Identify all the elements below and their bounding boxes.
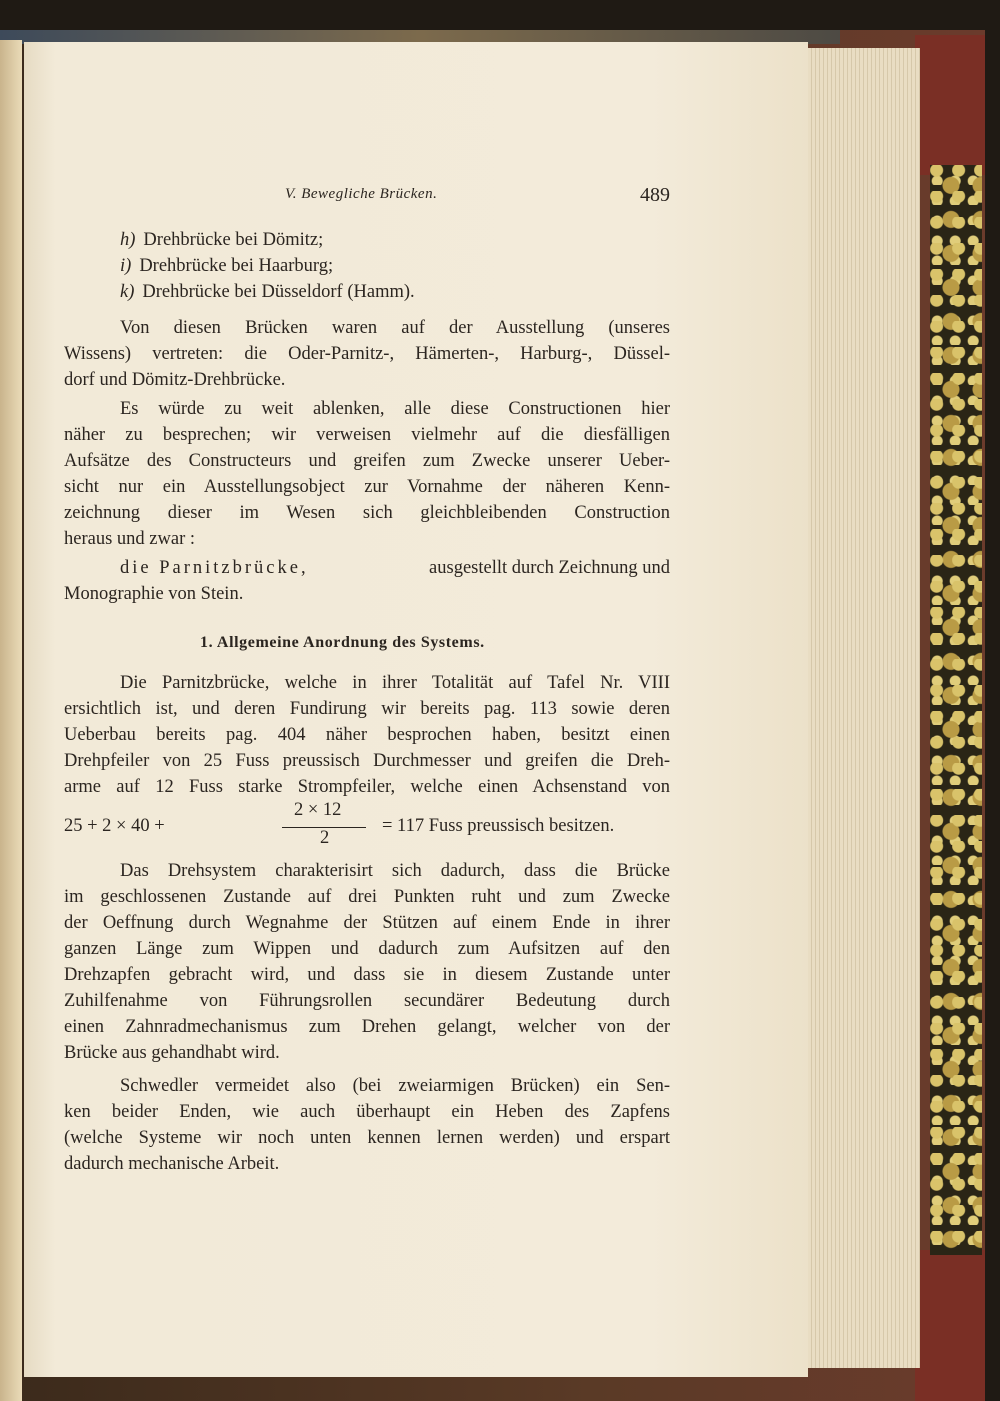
paragraph-line: Drehzapfen gebracht wird, und dass sie in diesem Zustande unter [64,965,670,985]
paragraph-line: arme auf 12 Fuss starke Strompfeiler, welche einen Achsenstand von [64,777,670,797]
facing-page-edge [0,40,22,1401]
paragraph-line: (welche Systeme wir noch unten kennen lernen werden) und erspart [64,1128,670,1148]
paragraph-line: der Oeffnung durch Wegnahme der Stützen auf einem Ende in ihrer [64,913,670,933]
paragraph-line: Zuhilfenahme von Führungsrollen secundärer Bedeutung durch [64,991,670,1011]
paragraph-line: Die Parnitzbrücke, welche in ihrer Totalität auf Tafel Nr. VIII [120,673,670,693]
paragraph-line: Brücke aus gehandhabt wird. [64,1043,280,1063]
page-number: 489 [640,184,670,206]
paragraph-line: Das Drehsystem charakterisirt sich dadurch, dass die Brücke [120,861,670,881]
paragraph-line: Drehpfeiler von 25 Fuss preussisch Durchmesser und greifen die Dreh- [64,751,670,771]
running-head: V. Bewegliche Brücken. [285,186,438,202]
formula-numerator: 2 × 12 [294,800,342,820]
paragraph-line: ersichtlich ist, und deren Fundirung wir bereits pag. 113 sowie deren [64,699,670,719]
paragraph-line: dadurch mechanische Arbeit. [64,1154,280,1174]
cover-corner-top [915,35,985,175]
paragraph-line: zeichnung dieser im Wesen sich gleichbleibenden Construction [64,503,670,523]
marbled-edge [930,165,982,1255]
paragraph-line: Schwedler vermeidet also (bei zweiarmigen Brücken) ein Sen- [120,1076,670,1096]
paragraph-line: die Parnitzbrücke, ausgestellt durch Zeichnung und [120,558,670,578]
paragraph-line: einen Zahnradmechanismus zum Drehen gelangt, welcher von der [64,1017,670,1037]
formula-denominator: 2 [320,828,330,848]
paragraph-line: Wissens) vertreten: die Oder-Parnitz-, Hämerten-, Harburg-, Düssel- [64,344,670,364]
section-heading: 1. Allgemeine Anordnung des Systems. [200,634,485,651]
formula-left: 25 + 2 × 40 + [64,816,165,836]
paragraph-line: heraus und zwar : [64,529,195,549]
paragraph-line: Aufsätze des Constructeurs und greifen zum Zwecke unserer Ueber- [64,451,670,471]
list-item: k) Drehbrücke bei Düsseldorf (Hamm). [120,282,415,302]
spaced-term: die Parnitzbrücke, [120,558,309,578]
list-item: i) Drehbrücke bei Haarburg; [120,256,334,276]
formula [64,800,670,860]
page-stack-edge [800,48,920,1368]
paragraph-line: näher zu besprechen; wir verweisen vielmehr auf die diesfälligen [64,425,670,445]
formula-right: = 117 Fuss preussisch besitzen. [382,816,615,836]
paragraph-line: Ueberbau bereits pag. 404 näher besprochen haben, besitzt einen [64,725,670,745]
paragraph-line: Es würde zu weit ablenken, alle diese Constructionen hier [120,399,670,419]
paragraph-line: dorf und Dömitz-Drehbrücke. [64,370,286,390]
list-item: h) Drehbrücke bei Dömitz; [120,230,324,250]
cover-corner-bottom [915,1250,985,1401]
paragraph-line: ganzen Länge zum Wippen und dadurch zum Aufsitzen auf den [64,939,670,959]
paragraph-line: im geschlossenen Zustande auf drei Punkten ruht und zum Zwecke [64,887,670,907]
paragraph-line: sicht nur ein Ausstellungsobject zur Vornahme der näheren Kenn- [64,477,670,497]
paragraph-line: Monographie von Stein. [64,584,244,604]
paragraph-line: Von diesen Brücken waren auf der Ausstellung (unseres [120,318,670,338]
paragraph-line: ken beider Enden, wie auch überhaupt ein Heben des Zapfens [64,1102,670,1122]
